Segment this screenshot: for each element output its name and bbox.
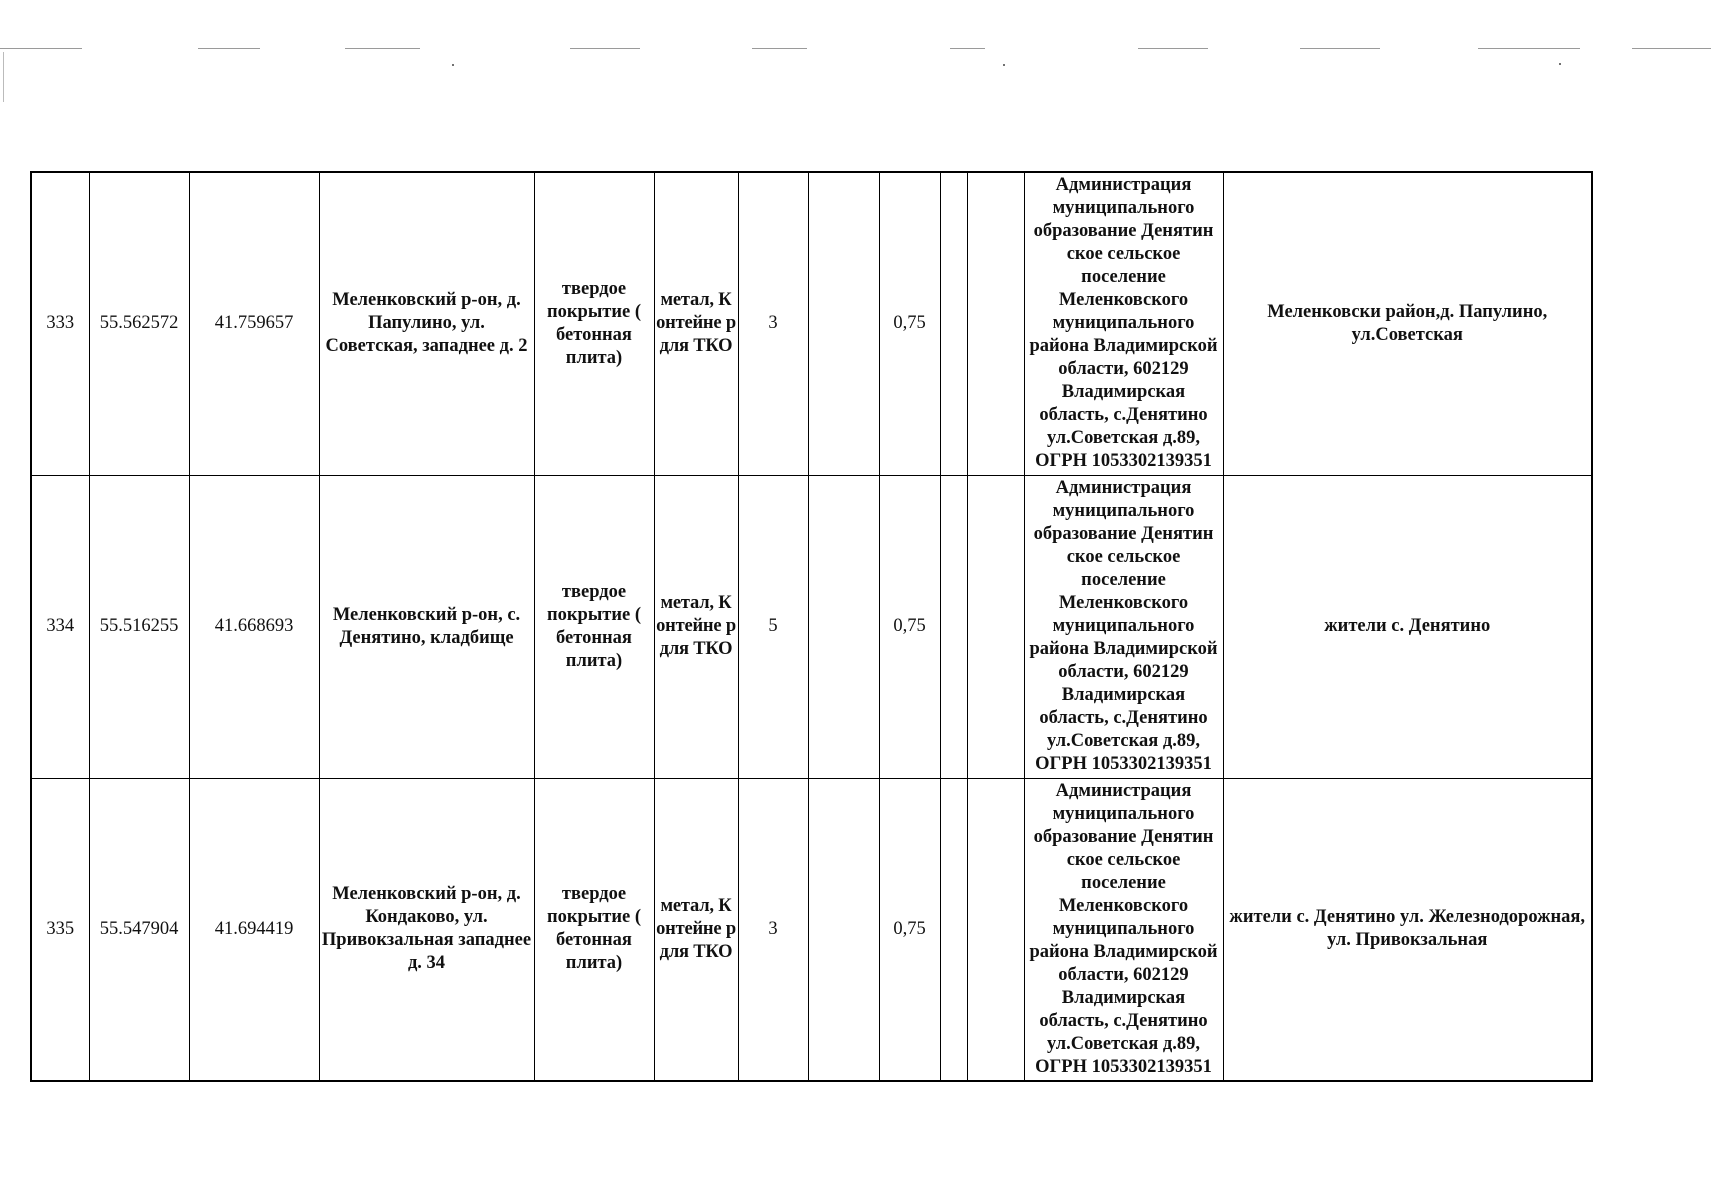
longitude-cell: 41.668693 <box>189 475 319 778</box>
container-count-cell: 5 <box>738 475 808 778</box>
address-cell: Меленковский р-он, д. Папулино, ул. Советская, западнее д. 2 <box>319 172 534 475</box>
scan-artifact-tick <box>3 52 4 102</box>
owner-cell: Администрация муниципального образование Денятин ское сельское поселение Меленковского муниципального района Владимирской области, 602129 Владимирская область, с.Денятино ул.Советская д.89, ОГРН 1053302139351 <box>1024 778 1223 1081</box>
latitude-cell: 55.547904 <box>89 778 189 1081</box>
owner-cell: Администрация муниципального образование Денятин ское сельское поселение Меленковского муниципального района Владимирской области, 602129 Владимирская область, с.Денятино ул.Советская д.89, ОГРН 1053302139351 <box>1024 172 1223 475</box>
waste-sites-table <box>30 171 1593 1082</box>
scan-artifact-dot <box>1003 64 1005 66</box>
row-number: 333 <box>31 172 89 475</box>
table-row <box>31 778 1592 1081</box>
served-sources-cell: жители с. Денятино ул. Железнодорожная, ул. Привокзальная <box>1223 778 1592 1081</box>
empty-cell <box>940 172 967 475</box>
surface-cell: твердое покрытие ( бетонная плита) <box>534 172 654 475</box>
scan-artifact-line <box>0 48 1711 50</box>
empty-cell <box>940 778 967 1081</box>
table-body <box>31 172 1592 1081</box>
latitude-cell: 55.516255 <box>89 475 189 778</box>
container-count-cell: 3 <box>738 778 808 1081</box>
container-volume-cell: 0,75 <box>879 778 940 1081</box>
table-row <box>31 172 1592 475</box>
container-count-cell: 3 <box>738 172 808 475</box>
surface-cell: твердое покрытие ( бетонная плита) <box>534 778 654 1081</box>
empty-cell <box>967 475 1024 778</box>
latitude-cell: 55.562572 <box>89 172 189 475</box>
container-type-cell: метал, К онтейне р для ТКО <box>654 172 738 475</box>
container-type-cell: метал, К онтейне р для ТКО <box>654 778 738 1081</box>
empty-cell <box>808 172 879 475</box>
container-volume-cell: 0,75 <box>879 172 940 475</box>
table-row <box>31 475 1592 778</box>
container-volume-cell: 0,75 <box>879 475 940 778</box>
scan-artifact-dot <box>1559 63 1561 65</box>
row-number: 334 <box>31 475 89 778</box>
row-number: 335 <box>31 778 89 1081</box>
empty-cell <box>808 475 879 778</box>
longitude-cell: 41.759657 <box>189 172 319 475</box>
empty-cell <box>967 172 1024 475</box>
owner-cell: Администрация муниципального образование Денятин ское сельское поселение Меленковского муниципального района Владимирской области, 602129 Владимирская область, с.Денятино ул.Советская д.89, ОГРН 1053302139351 <box>1024 475 1223 778</box>
address-cell: Меленковский р-он, с. Денятино, кладбище <box>319 475 534 778</box>
served-sources-cell: жители с. Денятино <box>1223 475 1592 778</box>
longitude-cell: 41.694419 <box>189 778 319 1081</box>
served-sources-cell: Меленковски район,д. Папулино, ул.Советская <box>1223 172 1592 475</box>
empty-cell <box>940 475 967 778</box>
empty-cell <box>967 778 1024 1081</box>
address-cell: Меленковский р-он, д. Кондаково, ул. Привокзальная западнее д. 34 <box>319 778 534 1081</box>
empty-cell <box>808 778 879 1081</box>
container-type-cell: метал, К онтейне р для ТКО <box>654 475 738 778</box>
surface-cell: твердое покрытие ( бетонная плита) <box>534 475 654 778</box>
scan-artifact-dot <box>452 64 454 66</box>
